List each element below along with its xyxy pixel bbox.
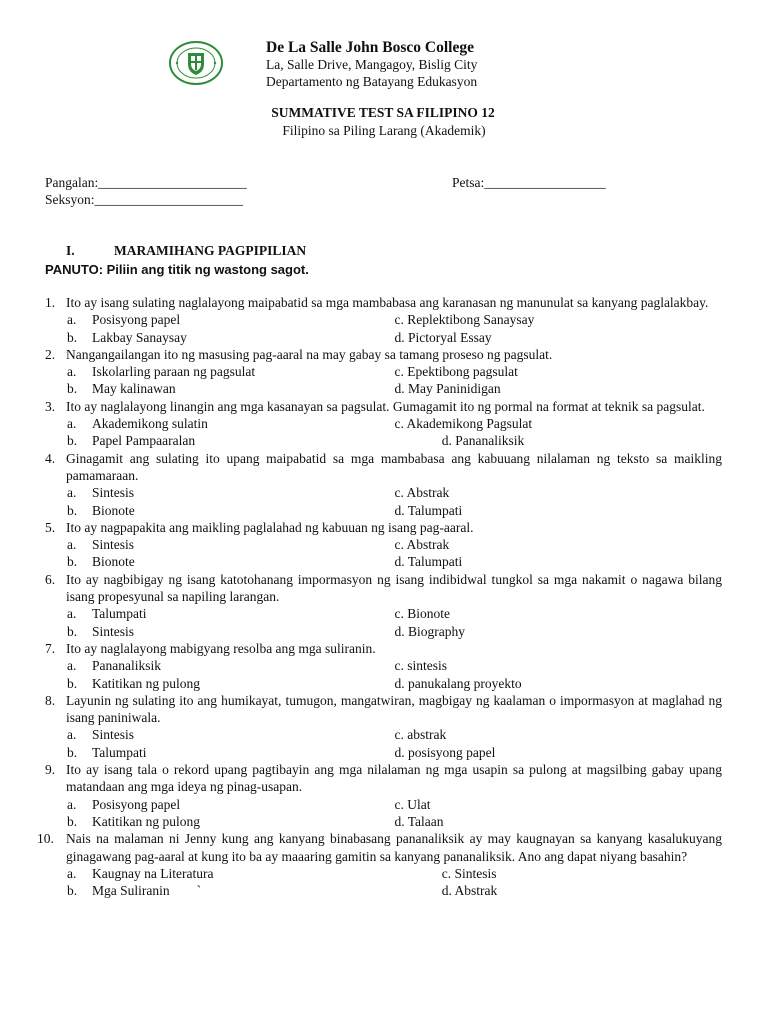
answer-choice[interactable] <box>67 484 395 501</box>
choice-text: Sintesis <box>92 727 135 743</box>
choice-letter: a. <box>67 364 77 380</box>
choice-text: Lakbay Sanaysay <box>92 329 187 345</box>
choice-text: Sintesis <box>92 537 135 553</box>
choice-text: c. Bionote <box>394 606 450 622</box>
school-name: De La Salle John Bosco College <box>266 39 474 56</box>
question-text: Ito ay isang tala o rekord upang pagtibayin ang mga nilalaman ng mga usapin sa pulong at magsilbing gabay upang matandaan ang mga ideya ng pinag-usapan. <box>66 762 722 795</box>
choice-letter: a. <box>67 727 77 743</box>
choice-text: Sintesis <box>92 623 135 639</box>
choice-text: c. Replektibong Sanaysay <box>394 312 535 328</box>
question-text: Ginagamit ang sulating ito upang maipabatid sa mga mambabasa ang kabuuang nilalaman ng teksto sa maikling pamamaraan. <box>66 450 722 483</box>
question-item <box>45 519 722 571</box>
question-stem <box>37 830 722 865</box>
answer-choice[interactable] <box>395 744 723 761</box>
choice-text: d. Abstrak <box>394 883 498 899</box>
choice-grid <box>45 415 722 450</box>
question-text: Nais na malaman ni Jenny kung ang kanyang binabasang pananaliksik ay may kaugnayan sa kanyang kasalukuyang ginagawang pag-aaral at kung ito ba ay maaaring gamitin sa kanyang pananaliksik. Ano ang dapat niyang basahin? <box>66 831 722 864</box>
question-number: 2. <box>45 346 56 362</box>
question-number: 7. <box>45 640 56 656</box>
choice-letter: a. <box>67 537 77 553</box>
answer-choice[interactable] <box>395 726 723 743</box>
question-stem <box>45 450 722 485</box>
question-number: 10. <box>37 831 54 847</box>
answer-choice[interactable] <box>67 657 395 674</box>
answer-choice[interactable] <box>67 311 395 328</box>
question-item <box>45 450 722 519</box>
choice-text: Sintesis <box>92 485 135 501</box>
answer-choice[interactable] <box>395 363 723 380</box>
choice-text: Bionote <box>92 554 135 570</box>
panuto-instructions: PANUTO: Piliin ang titik ng wastong sagot. <box>45 262 309 277</box>
question-text: Layunin ng sulating ito ang humikayat, tumugon, mangatwiran, magbigay ng kaalaman o impormasyon at maglahad ng isang paniniwala. <box>66 692 722 726</box>
school-seal-logo <box>168 40 224 86</box>
answer-choice[interactable] <box>67 744 395 761</box>
choice-text: d. May Paninidigan <box>394 381 501 397</box>
choice-text: Talumpati <box>92 744 147 760</box>
choice-text: c. Epektibong pagsulat <box>394 364 518 380</box>
answer-choice[interactable] <box>395 796 723 813</box>
question-item <box>37 830 722 899</box>
choice-text: d. Pictoryal Essay <box>394 329 492 345</box>
section-number: I. <box>66 243 75 258</box>
choice-letter: b. <box>67 329 78 345</box>
answer-choice[interactable] <box>67 605 395 622</box>
choice-text: d. posisyong papel <box>394 744 496 760</box>
answer-choice[interactable] <box>395 432 723 449</box>
choice-letter: a. <box>67 865 77 881</box>
answer-choice[interactable] <box>395 536 723 553</box>
answer-choice[interactable] <box>67 380 395 397</box>
choice-text: c. sintesis <box>394 658 447 674</box>
question-number: 3. <box>45 398 56 414</box>
choice-text: Katitikan ng pulong <box>92 675 200 691</box>
school-address: La, Salle Drive, Mangagoy, Bislig City <box>266 57 478 72</box>
answer-choice[interactable] <box>67 813 395 830</box>
choice-text: d. Talumpati <box>394 502 463 518</box>
question-text: Ito ay nagbibigay ng isang katotohanang impormasyon ng isang indibidwal tungkol sa mga nakamit o nagawa bilang isang propesyunal sa napiling larangan. <box>66 571 722 605</box>
answer-choice[interactable] <box>395 380 723 397</box>
answer-choice[interactable] <box>67 796 395 813</box>
choice-text: Bionote <box>92 502 135 518</box>
question-item <box>45 692 722 761</box>
question-stem <box>45 761 722 796</box>
answer-choice[interactable] <box>395 657 723 674</box>
answer-choice[interactable] <box>67 502 395 519</box>
question-list <box>37 294 722 899</box>
choice-text: Posisyong papel <box>92 312 181 328</box>
test-subtitle: Filipino sa Piling Larang (Akademik) <box>282 123 486 138</box>
seksyon-field[interactable]: Seksyon:______________________ <box>45 192 244 207</box>
choice-letter: a. <box>67 796 77 812</box>
answer-choice[interactable] <box>395 502 723 519</box>
choice-letter: b. <box>67 381 78 397</box>
answer-choice[interactable] <box>395 605 723 622</box>
choice-grid <box>45 657 722 692</box>
test-title: SUMMATIVE TEST SA FILIPINO 12 <box>271 105 495 120</box>
choice-grid <box>45 536 722 571</box>
question-stem <box>45 398 722 415</box>
answer-choice[interactable] <box>67 553 395 570</box>
question-number: 1. <box>45 295 56 310</box>
choice-letter: b. <box>67 813 78 829</box>
choice-grid <box>45 605 722 640</box>
question-number: 4. <box>45 450 56 466</box>
question-text: Ito ay isang sulating naglalayong maipabatid sa mga mambabasa ang karanasan ng manunulat sa kanyang paglalakbay. <box>66 295 709 310</box>
choice-letter: b. <box>67 744 78 760</box>
question-number: 8. <box>45 692 56 708</box>
answer-choice[interactable] <box>395 484 723 501</box>
question-stem <box>45 346 722 363</box>
choice-grid <box>45 311 722 346</box>
choice-grid <box>45 796 722 831</box>
answer-choice[interactable] <box>395 675 723 692</box>
choice-text: Posisyong papel <box>92 796 181 812</box>
choice-letter: a. <box>67 312 77 328</box>
section-title: MARAMIHANG PAGPIPILIAN <box>114 243 307 258</box>
answer-choice[interactable] <box>395 882 723 899</box>
answer-choice[interactable] <box>67 329 395 346</box>
answer-choice[interactable] <box>67 726 395 743</box>
answer-choice[interactable] <box>67 623 395 640</box>
answer-choice[interactable] <box>395 311 723 328</box>
choice-text: Iskolarling paraan ng pagsulat <box>92 364 256 380</box>
answer-choice[interactable] <box>395 415 723 432</box>
section-heading <box>66 242 306 259</box>
question-item <box>45 294 722 346</box>
choice-text: May kalinawan <box>92 381 176 397</box>
question-number: 6. <box>45 571 56 587</box>
question-item <box>45 761 722 830</box>
answer-choice[interactable] <box>67 675 395 692</box>
choice-text: d. Talumpati <box>394 554 463 570</box>
question-stem <box>45 692 722 727</box>
choice-text: c. Ulat <box>394 796 431 812</box>
choice-text: Mga Suliranin ` <box>92 883 202 899</box>
question-item <box>45 346 722 398</box>
choice-letter: a. <box>67 606 77 622</box>
question-text: Nangangailangan ito ng masusing pag-aaral na may gabay sa tamang proseso ng pagsulat. <box>66 346 553 362</box>
choice-grid <box>45 726 722 761</box>
choice-letter: b. <box>67 675 78 691</box>
answer-choice[interactable] <box>395 553 723 570</box>
pangalan-field[interactable]: Pangalan:______________________ <box>45 175 247 190</box>
question-stem <box>45 294 722 311</box>
choice-text: d. Biography <box>394 623 465 639</box>
choice-grid <box>45 865 722 900</box>
choice-letter: b. <box>67 623 78 639</box>
answer-choice[interactable] <box>67 363 395 380</box>
school-header <box>266 39 477 90</box>
choice-letter: b. <box>67 433 78 449</box>
question-text: Ito ay naglalayong linangin ang mga kasanayan sa pagsulat. Gumagamit ito ng pormal na format at teknik sa pagsulat. <box>66 398 705 414</box>
choice-text: c. Sintesis <box>394 865 497 881</box>
choice-text: d. Talaan <box>394 813 444 829</box>
choice-letter: a. <box>67 658 77 674</box>
choice-letter: b. <box>67 883 78 899</box>
choice-text: d. Pananaliksik <box>394 433 525 449</box>
question-text: Ito ay nagpapakita ang maikling paglalahad ng kabuuan ng isang pag-aaral. <box>66 519 474 535</box>
choice-letter: b. <box>67 502 78 518</box>
choice-text: c. Abstrak <box>394 485 450 501</box>
answer-choice[interactable] <box>395 623 723 640</box>
choice-letter: a. <box>67 416 77 432</box>
question-number: 5. <box>45 519 56 535</box>
choice-text: Talumpati <box>92 606 147 622</box>
petsa-field[interactable]: Petsa:__________________ <box>452 175 606 190</box>
choice-text: Papel Pampaaralan <box>92 433 196 449</box>
question-stem <box>45 519 722 536</box>
question-item <box>45 571 722 640</box>
question-stem <box>45 571 722 606</box>
answer-choice[interactable] <box>395 813 723 830</box>
choice-text: c. abstrak <box>394 727 447 743</box>
choice-text: Pananaliksik <box>92 658 161 674</box>
question-item <box>45 640 722 692</box>
answer-choice[interactable] <box>67 536 395 553</box>
choice-letter: a. <box>67 485 77 501</box>
choice-grid <box>45 484 722 519</box>
choice-text: Katitikan ng pulong <box>92 813 200 829</box>
choice-grid <box>45 363 722 398</box>
title-block <box>0 104 768 139</box>
answer-choice[interactable] <box>395 865 723 882</box>
answer-choice[interactable] <box>67 415 395 432</box>
answer-choice[interactable] <box>395 329 723 346</box>
choice-text: c. Akademikong Pagsulat <box>394 416 533 432</box>
question-text: Ito ay naglalayong mabigyang resolba ang mga suliranin. <box>66 640 376 656</box>
answer-choice[interactable] <box>67 432 395 449</box>
question-item <box>45 398 722 450</box>
choice-text: c. Abstrak <box>394 537 450 553</box>
choice-text: d. panukalang proyekto <box>394 675 522 691</box>
answer-choice[interactable] <box>67 865 395 882</box>
choice-text: Kaugnay na Literatura <box>92 865 214 881</box>
question-number: 9. <box>45 762 56 778</box>
choice-letter: b. <box>67 554 78 570</box>
choice-text: Akademikong sulatin <box>92 416 208 432</box>
school-department: Departamento ng Batayang Edukasyon <box>266 74 478 89</box>
answer-choice[interactable] <box>67 882 395 899</box>
question-stem <box>45 640 722 657</box>
